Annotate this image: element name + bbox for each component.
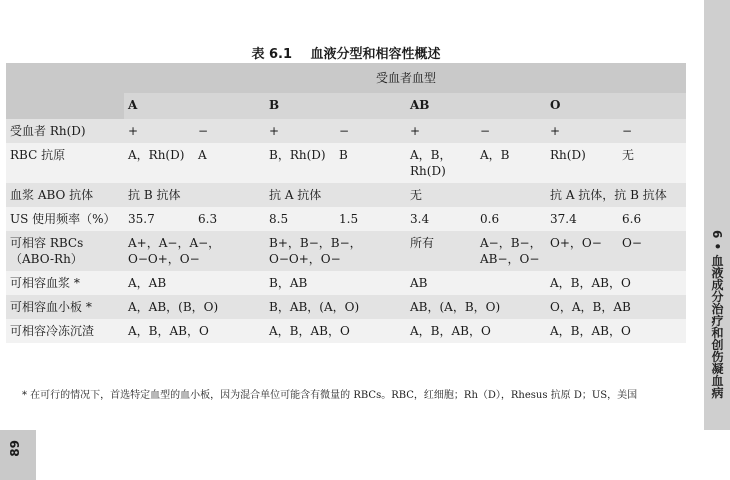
table-cell: 所有: [406, 231, 476, 271]
table-cell: A，B，AB，O: [546, 271, 686, 295]
table-cell: +: [406, 119, 476, 143]
table-row: [6, 271, 686, 295]
row-label: 可相容血小板 *: [6, 295, 124, 319]
table-cell: B，Rh(D): [265, 143, 335, 183]
table-cell: −: [476, 119, 546, 143]
table-row: [6, 319, 686, 343]
table-cell: AB: [406, 271, 546, 295]
table-cell: 35.7: [124, 207, 194, 231]
row-label: 受血者 Rh(D): [6, 119, 124, 143]
table-row: [6, 231, 686, 271]
table-row: [6, 295, 686, 319]
table-cell: A−，B−，AB−，O−: [476, 231, 546, 271]
table-cell: +: [265, 119, 335, 143]
table-cell: +: [124, 119, 194, 143]
table-cell: A，AB: [124, 271, 265, 295]
table-cell: 抗 A 抗体，抗 B 抗体: [546, 183, 686, 207]
table-cell: 无: [618, 143, 686, 183]
table-number: 表 6.1: [251, 47, 292, 62]
table-cell: O+，O−: [546, 231, 618, 271]
header-corner: [6, 63, 124, 119]
row-label: 血浆 ABO 抗体: [6, 183, 124, 207]
table-cell: B，AB，(A，O): [265, 295, 406, 319]
table-cell: A，B，AB，O: [124, 319, 265, 343]
table-cell: 0.6: [476, 207, 546, 231]
table-cell: O−: [618, 231, 686, 271]
table-cell: B，AB: [265, 271, 406, 295]
table-title: 血液分型和相容性概述: [310, 47, 441, 62]
blood-compatibility-table: [6, 63, 686, 343]
table-cell: 1.5: [335, 207, 406, 231]
table-cell: A，AB，(B，O): [124, 295, 265, 319]
table-cell: 8.5: [265, 207, 335, 231]
row-label: 可相容冷冻沉渣: [6, 319, 124, 343]
group-header-ab: AB: [406, 93, 546, 119]
group-header-b: B: [265, 93, 406, 119]
table-cell: 37.4: [546, 207, 618, 231]
page-number: 89: [8, 440, 22, 457]
table-cell: AB，(A，B，O): [406, 295, 546, 319]
table-cell: 6.6: [618, 207, 686, 231]
table-cell: A，B，AB，O: [546, 319, 686, 343]
table-cell: 3.4: [406, 207, 476, 231]
table-cell: −: [618, 119, 686, 143]
table-caption: [6, 43, 686, 62]
row-label: 可相容血浆 *: [6, 271, 124, 295]
chapter-title: 6 • 血液成分治疗和创伤凝血病: [710, 230, 724, 399]
table-cell: A+，A−，A−，O−O+，O−: [124, 231, 265, 271]
table-cell: A，B，Rh(D): [406, 143, 476, 183]
group-header-a: A: [124, 93, 265, 119]
row-label: 可相容 RBCs（ABO-Rh）: [6, 231, 124, 271]
table-cell: 无: [406, 183, 546, 207]
table-cell: +: [546, 119, 618, 143]
table-row: [6, 119, 686, 143]
table-cell: −: [194, 119, 265, 143]
table-cell: 抗 B 抗体: [124, 183, 265, 207]
table-cell: A，Rh(D): [124, 143, 194, 183]
table-cell: 6.3: [194, 207, 265, 231]
table-row: [6, 143, 686, 183]
table-footnote: * 在可行的情况下，首选特定血型的血小板，因为混合单位可能含有微量的 RBCs。RBC，红细胞；Rh（D），Rhesus 抗原 D；US，美国: [22, 390, 638, 401]
table-cell: O，A，B，AB: [546, 295, 686, 319]
table-cell: A，B: [476, 143, 546, 183]
table-cell: A: [194, 143, 265, 183]
table-cell: A，B，AB，O: [406, 319, 546, 343]
table-cell: A，B，AB，O: [265, 319, 406, 343]
table-cell: Rh(D): [546, 143, 618, 183]
table-cell: B: [335, 143, 406, 183]
table-row: [6, 183, 686, 207]
row-label: RBC 抗原: [6, 143, 124, 183]
row-label: US 使用频率（%）: [6, 207, 124, 231]
table-cell: 抗 A 抗体: [265, 183, 406, 207]
table-cell: B+，B−，B−，O−O+，O−: [265, 231, 406, 271]
group-header-o: O: [546, 93, 686, 119]
table-row: [6, 207, 686, 231]
recipient-blood-type-header: 受血者血型: [124, 63, 686, 93]
table-cell: −: [335, 119, 406, 143]
